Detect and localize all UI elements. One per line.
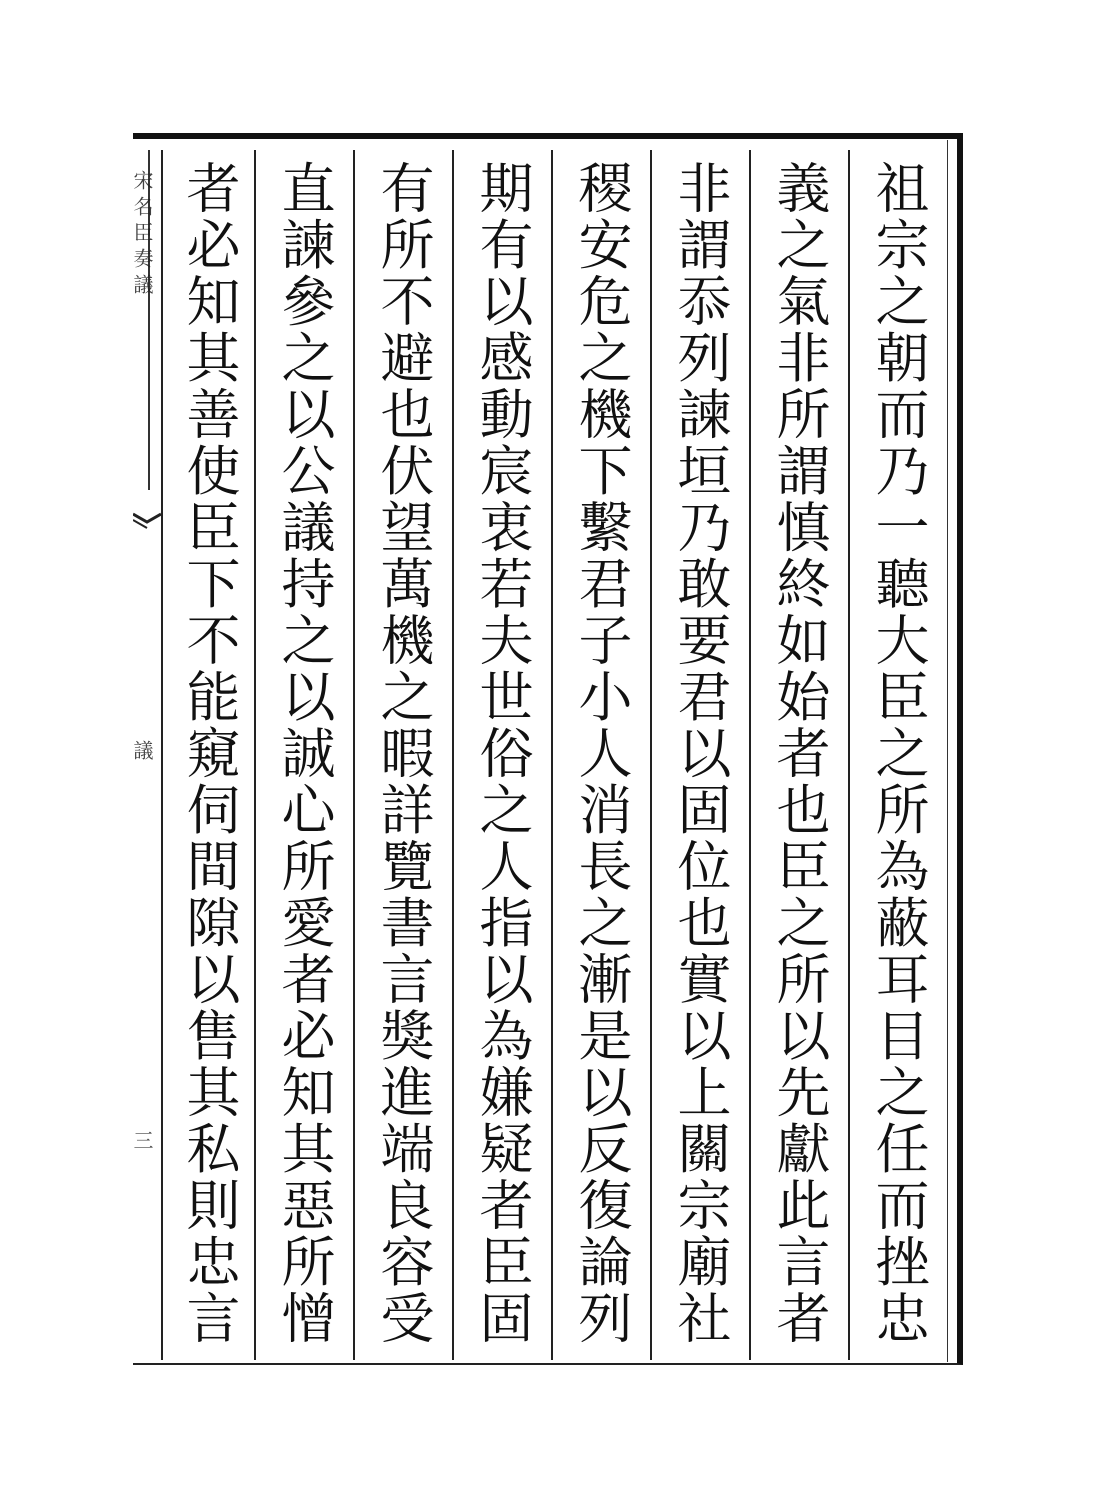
text-column-5: 期有以感動宸衷若夫世俗之人指以為嫌疑者臣固 [471,160,534,1347]
column-rule [353,150,355,1360]
page-border-frame [133,133,963,1365]
text-column-6: 有所不避也伏望萬機之暇詳覽書言獎進端良容受 [372,160,435,1347]
column-rule [452,150,454,1360]
margin-book-title: 宋名臣奏議 [130,170,154,300]
text-column-1: 祖宗之朝而乃一聽大臣之所為蔽耳目之任而挫忠 [867,160,930,1347]
fishtail-mark-icon [133,512,161,532]
column-rule [650,150,652,1360]
margin-section-label: 議 [130,740,154,760]
text-column-2: 義之氣非所謂慎終如始者也臣之所以先獻此言者 [768,160,831,1347]
column-rule [848,150,850,1360]
margin-page-number: 三 [130,1130,154,1150]
column-rule [749,150,751,1360]
text-column-3: 非謂忝列諫垣乃敢要君以固位也實以上關宗廟社 [669,160,732,1347]
column-rule [551,150,553,1360]
column-rule [254,150,256,1360]
text-column-8: 者必知其善使臣下不能窺伺間隙以售其私則忠言 [178,160,241,1347]
text-column-4: 稷安危之機下繫君子小人消長之漸是以反復論列 [570,160,633,1347]
frame-inner-line [947,140,948,1362]
text-column-7: 直諫參之以公議持之以誠心所愛者必知其惡所憎 [273,160,336,1347]
column-rule [161,150,163,1360]
